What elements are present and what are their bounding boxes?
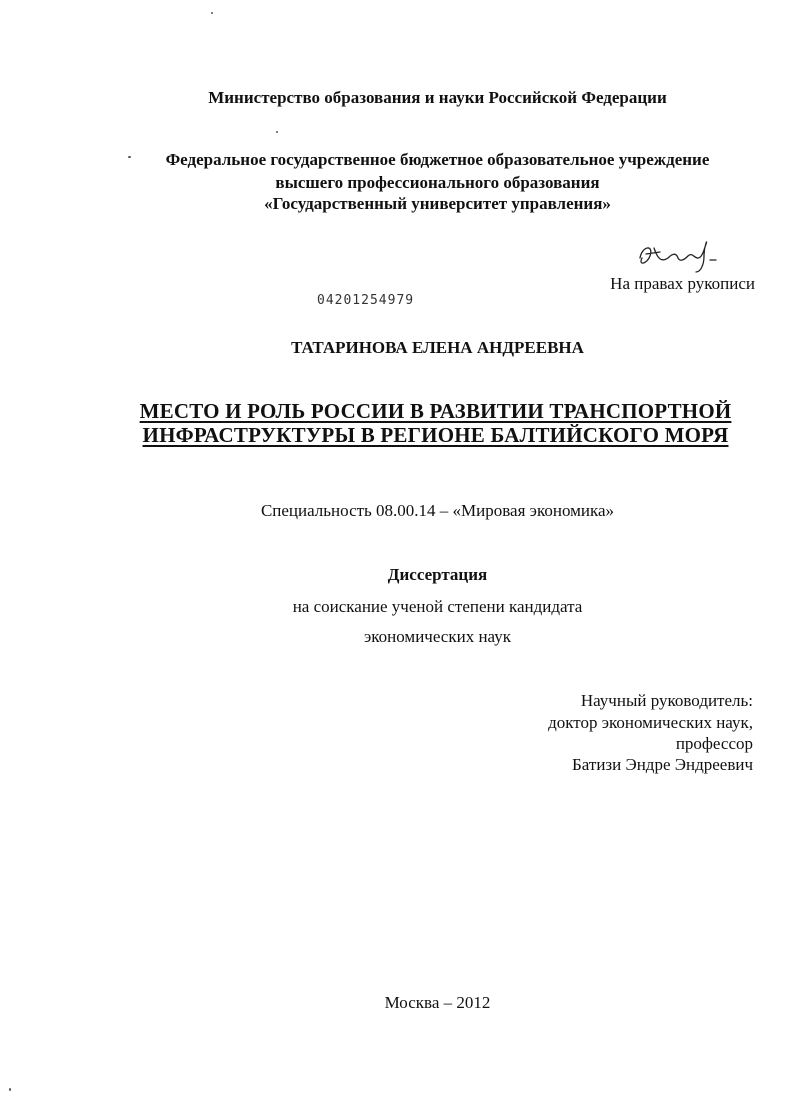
degree-purpose-line-2: экономических наук [363,627,512,646]
institution-line-1: Федеральное государственное бюджетное образовательное учреждение [165,150,710,169]
manuscript-rights-note: На правах рукописи [610,274,755,293]
author-name: ТАТАРИНОВА ЕЛЕНА АНДРЕЕВНА [291,338,584,357]
institution-line-3: «Государственный университет управления» [264,194,611,213]
supervisor-rank: профессор [675,734,753,753]
thesis-title-line-2 [36,424,799,446]
thesis-title-text-1: МЕСТО И РОЛЬ РОССИИ В РАЗВИТИИ ТРАНСПОРТНОЙ [139,399,732,423]
scan-speck [128,156,131,158]
supervisor-degree: доктор экономических наук, [548,713,753,732]
registration-number: 04201254979 [317,293,415,308]
supervisor-name: Батизи Эндре Эндреевич [572,755,753,774]
degree-purpose-line-1: на соискание ученой степени кандидата [292,597,583,616]
scan-speck [9,1088,11,1091]
ministry-heading: Министерство образования и науки Российской Федерации [208,88,667,107]
scan-speck [276,131,278,133]
thesis-title-text-2: ИНФРАСТРУКТУРЫ В РЕГИОНЕ БАЛТИЙСКОГО МОРЯ [142,423,729,447]
institution-line-2: высшего профессионального образования [275,173,600,192]
scan-speck [211,12,213,14]
city-year-footer: Москва – 2012 [384,993,491,1012]
specialty-line: Специальность 08.00.14 – «Мировая экономика» [260,501,615,520]
supervisor-label: Научный руководитель: [580,691,753,710]
thesis-title-line-1 [36,400,799,422]
signature-mark [632,236,742,276]
document-type: Диссертация [387,565,488,584]
